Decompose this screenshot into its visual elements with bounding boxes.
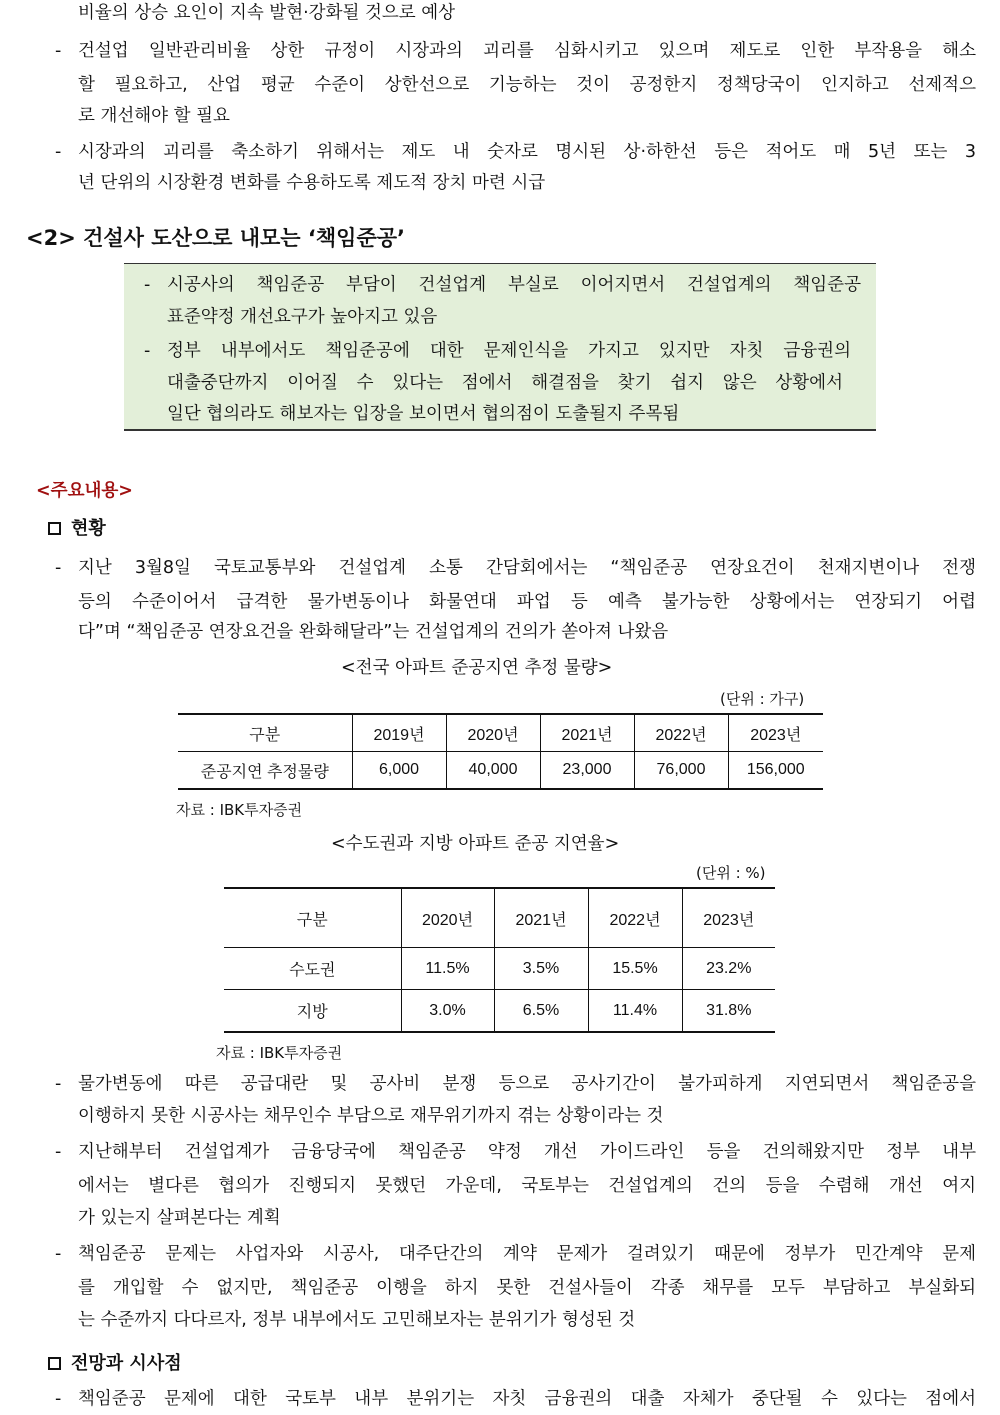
summary-line: 표준약정 개선요구가 높아지고 있음 [167, 307, 438, 327]
table-row [224, 990, 775, 1033]
status-heading-text: 현황 [71, 518, 106, 539]
table-header-cell: 구분 [224, 888, 401, 948]
bullet-dash: - [55, 558, 62, 578]
table2-unit: (단위 : %) [696, 864, 766, 882]
bullet-dash: - [55, 41, 62, 61]
status-heading [48, 514, 106, 540]
table-header-cell: 구분 [178, 714, 352, 752]
bullet-dash: - [55, 1142, 62, 1162]
bullet-text-line: 책임준공 문제에 대한 국토부 내부 분위기는 자칫 금융권의 대출 자체가 중단될 수 있다는 점에서 [78, 1389, 976, 1409]
table-cell: 11.4% [588, 990, 682, 1033]
bullet-text-line: 가 있는지 살펴본다는 계획 [78, 1208, 281, 1228]
table1-source: 자료 : IBK투자증권 [176, 801, 303, 819]
table-cell: 156,000 [746, 761, 805, 778]
square-bullet-icon [48, 522, 61, 535]
main-content-label: <주요내용> [36, 481, 133, 501]
bullet-text-line: 에서는 별다른 협의가 진행되지 못했던 가운데, 국토부는 건설업계의 건의 등을 수렴해 개선 여지 [78, 1176, 976, 1196]
summary-box [124, 263, 876, 431]
bullet-dash: - [55, 1389, 62, 1409]
table-header-cell: 2022년 [634, 714, 728, 752]
table2-caption: <수도권과 지방 아파트 준공 지연율> [331, 834, 620, 854]
summary-dash: - [144, 275, 151, 295]
table-cell: 40,000 [446, 752, 540, 790]
table-cell: 76,000 [634, 752, 728, 790]
table-header-cell: 2021년 [494, 888, 588, 948]
table-header-cell: 2020년 [401, 888, 494, 948]
bullet-text-line: 를 개입할 수 없지만, 책임준공 이행을 하지 못한 건설사들이 각종 채무를 모두 부담하고 부실화되 [78, 1278, 976, 1298]
summary-line: 대출중단까지 이어질 수 있다는 점에서 해결점을 찾기 쉽지 않은 상황에서 [167, 373, 843, 393]
bullet-text-line: 시장과의 괴리를 축소하기 위해서는 제도 내 숫자로 명시된 상·하한선 등은 적어도 매 5년 또는 3 [78, 142, 976, 162]
summary-line: 일단 협의라도 해보자는 입장을 보이면서 협의점이 도출될지 주목됨 [167, 404, 680, 424]
table-cell: 지방 [224, 990, 401, 1033]
table1-unit: (단위 : 가구) [720, 690, 805, 708]
table-header-row [224, 888, 775, 948]
table-cell: 23.2% [682, 948, 775, 990]
table-cell: 수도권 [224, 948, 401, 990]
bullet-text-line: 지난해부터 건설업계가 금융당국에 책임준공 약정 개선 가이드라인 등을 건의해왔지만 정부 내부 [78, 1142, 976, 1162]
table-cell: 준공지연 추정물량 [178, 752, 352, 790]
table-cell: 3.5% [494, 948, 588, 990]
summary-line: 시공사의 책임준공 부담이 건설업계 부실로 이어지면서 건설업계의 책임준공 [167, 275, 861, 295]
outlook-heading [48, 1349, 182, 1375]
delay-rate-table [224, 887, 775, 1033]
summary-dash: - [144, 341, 151, 361]
table-header-row [178, 714, 823, 752]
table-header-cell: 2023년 [728, 714, 823, 752]
table-header-cell: 2021년 [540, 714, 634, 752]
table-header-cell: 2023년 [682, 888, 775, 948]
table-cell: 11.5% [401, 948, 494, 990]
section-title: <2> 건설사 도산으로 내모는 ‘책임준공’ [26, 226, 406, 250]
paragraph-continuation: 비율의 상승 요인이 지속 발현·강화될 것으로 예상 [78, 3, 456, 23]
outlook-heading-text: 전망과 시사점 [71, 1353, 182, 1374]
bullet-text-line: 책임준공 문제는 사업자와 시공사, 대주단간의 계약 문제가 걸려있기 때문에 정부가 민간계약 문제 [78, 1244, 976, 1264]
table-cell: 6,000 [352, 752, 446, 790]
bullet-text-line: 물가변동에 따른 공급대란 및 공사비 분쟁 등으로 공사기간이 불가피하게 지연되면서 책임준공을 [78, 1074, 976, 1094]
bullet-text-line: 할 필요하고, 산업 평균 수준이 상한선으로 기능하는 것이 공정한지 정책당국이 인지하고 선제적으 [78, 75, 976, 95]
square-bullet-icon [48, 1357, 61, 1370]
bullet-text-line: 는 수준까지 다다르자, 정부 내부에서도 고민해보자는 분위기가 형성된 것 [78, 1310, 636, 1330]
table-cell: 31.8% [706, 1001, 752, 1019]
bullet-text-line: 건설업 일반관리비율 상한 규정이 시장과의 괴리를 심화시키고 있으며 제도로 인한 부작용을 해소 [78, 41, 976, 61]
intro-line: 등의 수준이어서 급격한 물가변동이나 화물연대 파업 등 예측 불가능한 상황에서는 연장되기 어렵 [78, 592, 976, 612]
table-cell: 15.5% [588, 948, 682, 990]
bullet-text-line: 이행하지 못한 시공사는 채무인수 부담으로 재무위기까지 겪는 상황이라는 것 [78, 1106, 664, 1126]
bullet-text-line: 년 단위의 시장환경 변화를 수용하도록 제도적 장치 마련 시급 [78, 173, 546, 193]
table-cell: 23,000 [540, 752, 634, 790]
summary-line: 정부 내부에서도 책임준공에 대한 문제인식을 가지고 있지만 자칫 금융권의 [167, 341, 851, 361]
delay-volume-table [178, 713, 823, 790]
table-row [224, 948, 775, 990]
table-cell: 6.5% [494, 990, 588, 1033]
table-row [178, 752, 823, 790]
table-header-cell: 2019년 [352, 714, 446, 752]
intro-line: 다”며 “책임준공 연장요건을 완화해달라”는 건설업계의 건의가 쏟아져 나왔음 [78, 622, 669, 642]
table-cell: 3.0% [401, 990, 494, 1033]
table-header-cell: 2020년 [446, 714, 540, 752]
table-header-cell: 2022년 [588, 888, 682, 948]
intro-line: 지난 3월8일 국토교통부와 건설업계 소통 간담회에서는 “책임준공 연장요건이 천재지변이나 전쟁 [78, 558, 976, 578]
bullet-dash: - [55, 1244, 62, 1264]
bullet-dash: - [55, 1074, 62, 1094]
table2-source: 자료 : IBK투자증권 [216, 1044, 343, 1062]
table1-caption: <전국 아파트 준공지연 추정 물량> [341, 658, 613, 678]
bullet-text-line: 로 개선해야 할 필요 [78, 106, 230, 126]
bullet-dash: - [55, 142, 62, 162]
